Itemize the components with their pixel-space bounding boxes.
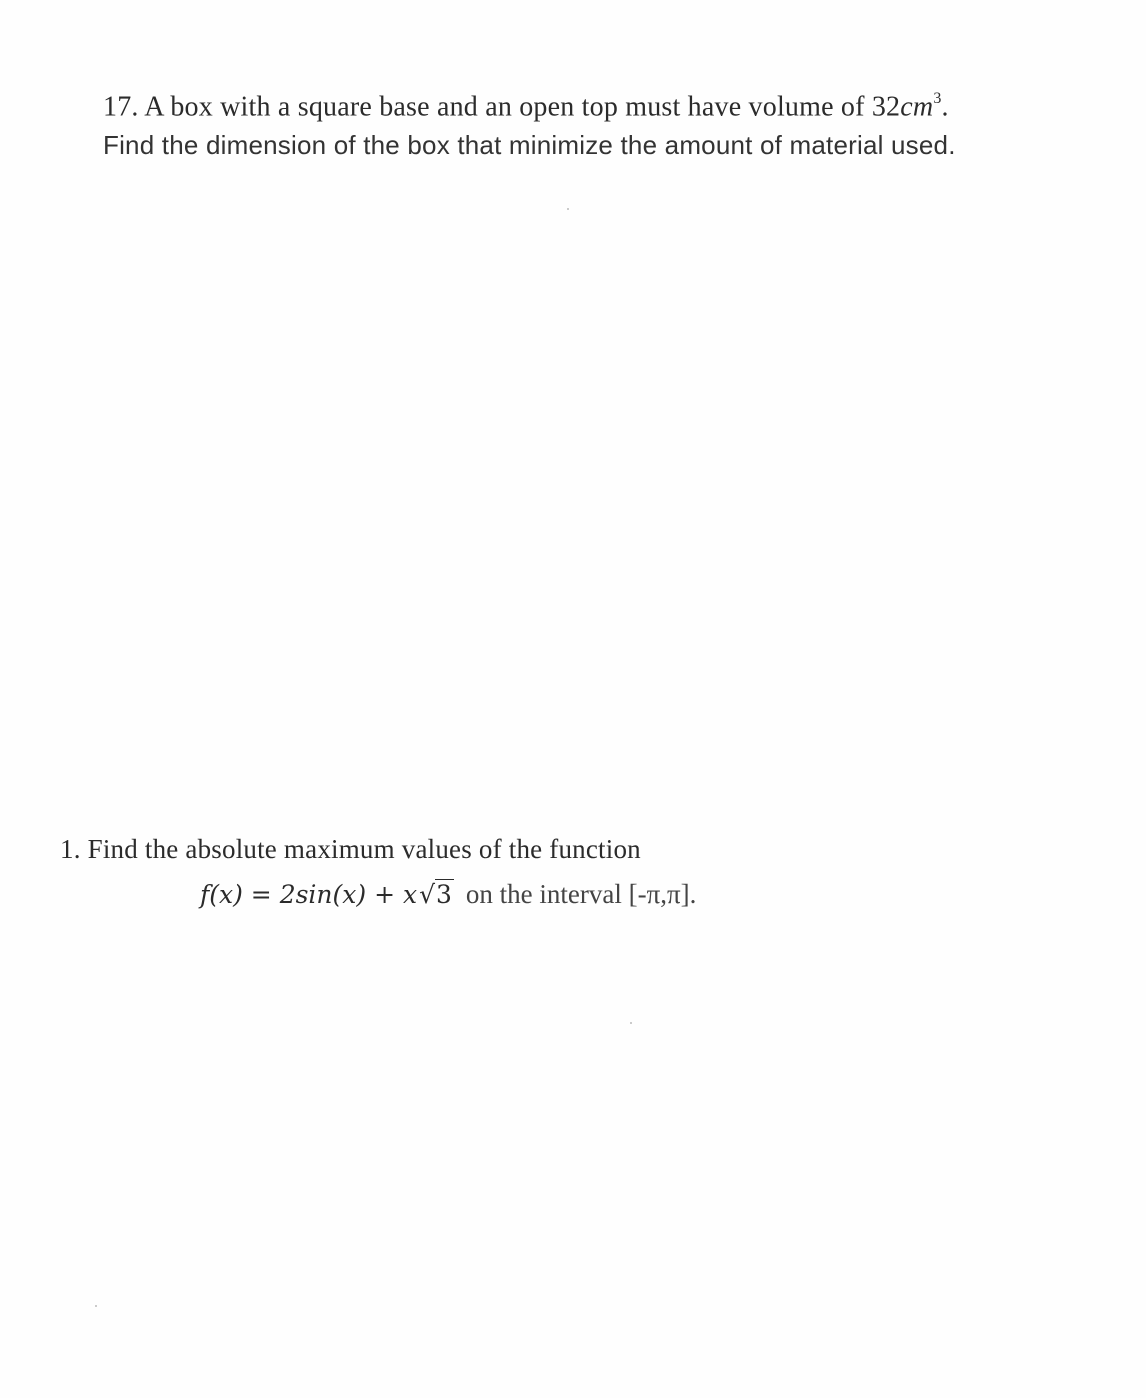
problem-17-text: 17. A box with a square base and an open top must have volume of 32 xyxy=(103,91,901,123)
formula-lhs: f(x) = 2sin(x) + x xyxy=(200,880,418,909)
problem-17-line-2: Find the dimension of the box that minimize the amount of material used. xyxy=(103,130,956,161)
radical-sign: √ xyxy=(419,880,436,909)
function-formula xyxy=(200,874,696,915)
interval-text: on the interval [-π,π]. xyxy=(465,879,697,909)
scan-speck xyxy=(95,1305,97,1307)
problem-17-line-1 xyxy=(103,82,1063,126)
square-root xyxy=(417,875,454,915)
volume-unit: cm xyxy=(900,91,934,123)
problem-1 xyxy=(60,830,960,868)
volume-exponent: 3 xyxy=(933,90,942,107)
radicand: 3 xyxy=(436,880,452,909)
scan-speck xyxy=(567,208,569,210)
problem-1-line-1: 1. Find the absolute maximum values of the function xyxy=(60,834,641,864)
scan-speck xyxy=(630,1022,632,1024)
problem-17 xyxy=(103,82,1063,164)
problem-17-period: . xyxy=(941,91,949,123)
